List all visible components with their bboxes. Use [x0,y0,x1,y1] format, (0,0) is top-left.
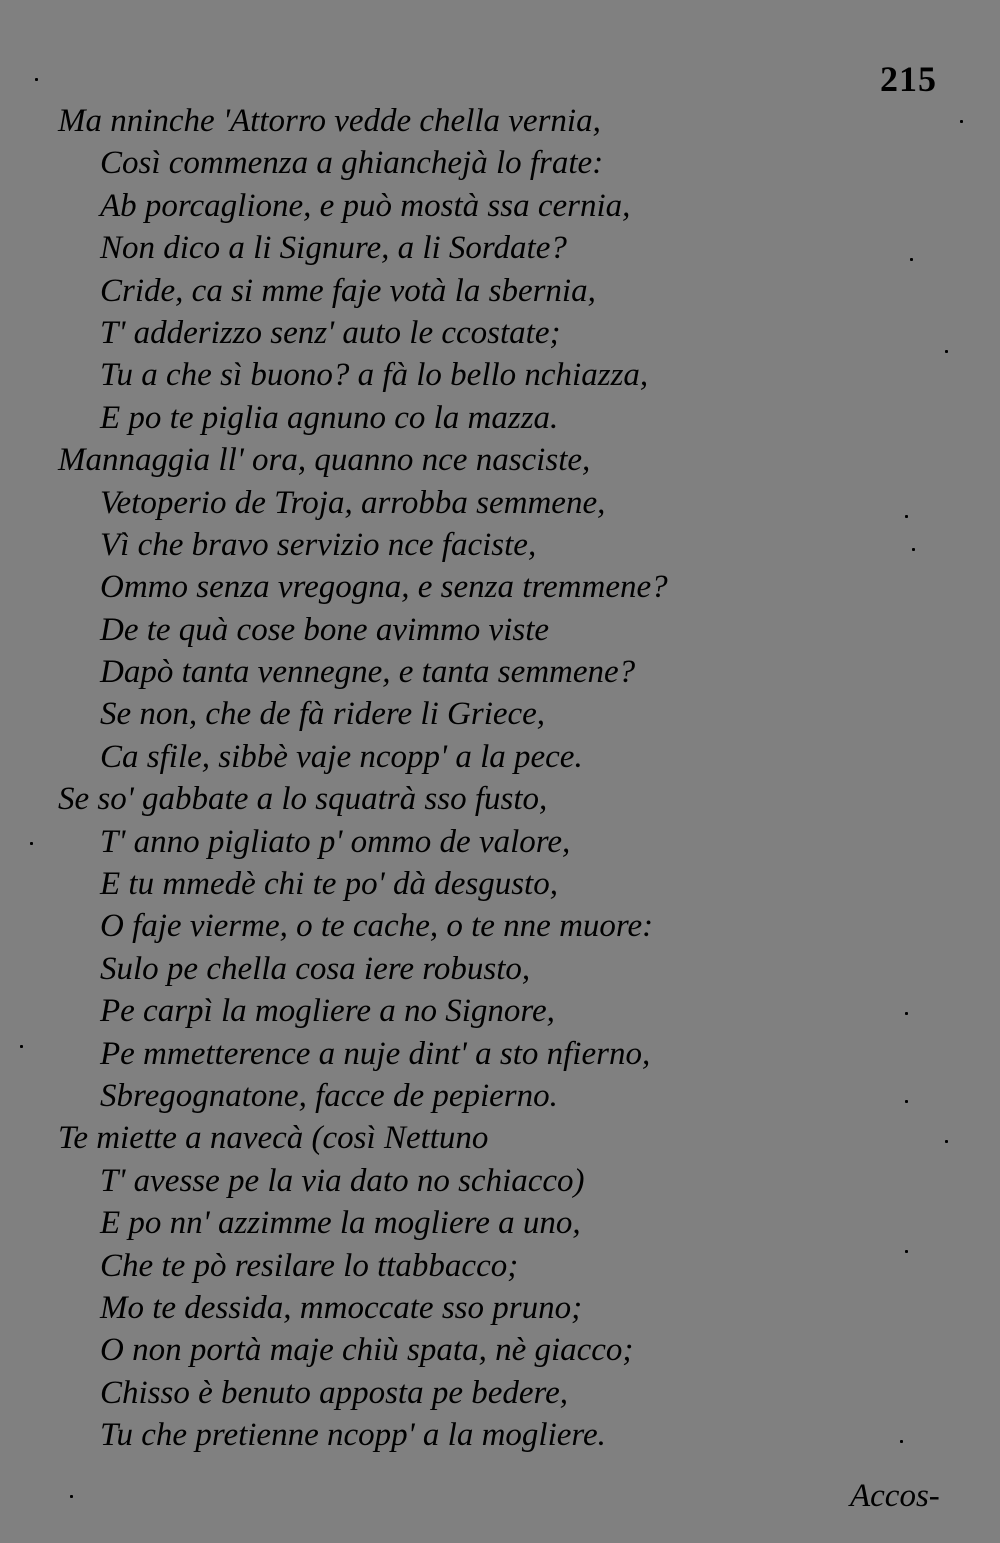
verse-line: De te quà cose bone avimmo viste [100,611,550,648]
verse-line: Sulo pe chella cosa iere robusto, [100,950,531,987]
verse-line: Pe carpì la mogliere a no Signore, [100,993,555,1030]
page-number: 215 [880,59,937,99]
verse-line: Tu a che sì buono? a fà lo bello nchiazza, [100,357,649,394]
scan-speck [905,1012,908,1015]
scan-speck [905,1250,908,1253]
scan-speck [905,1100,908,1103]
verse-line: Mo te dessida, mmoccate sso pruno; [100,1289,583,1326]
scan-speck [30,842,33,845]
verse-line: Mannaggia ll' ora, quanno nce nasciste, [58,442,591,479]
verse-line: O non portà maje chiù spata, nè giacco; [100,1332,634,1369]
stanza-3 [0,778,1000,1117]
scan-speck [910,258,913,261]
scan-speck [905,515,908,518]
verse-line: Non dico a li Signure, a li Sordate? [100,230,567,267]
verse-line: O faje vierme, o te cache, o te nne muore: [100,908,654,945]
scan-speck [912,548,915,551]
verse-line: T' anno pigliato p' ommo de valore, [100,823,571,860]
verse-line: Se so' gabbate a lo squatrà sso fusto, [58,781,548,818]
stanza-4 [0,1117,1000,1456]
scan-speck [35,78,38,81]
verse-line: Te miette a navecà (così Nettuno [58,1120,489,1157]
verse-line: Sbregognatone, facce de pepierno. [100,1077,558,1114]
verse-line: Chisso è benuto apposta pe bedere, [100,1374,569,1411]
verse-line: Cride, ca si mme faje votà la sbernia, [100,272,596,309]
scan-speck [900,1440,903,1443]
verse-line: T' adderizzo senz' auto le ccostate; [100,314,561,351]
verse-line: E po nn' azzimme la mogliere a uno, [100,1205,581,1242]
scan-speck [20,1045,23,1048]
stanza-1 [0,100,1000,439]
verse-line: Così commenza a ghianchejà lo frate: [100,145,604,182]
verse-line: Ma nninche 'Attorro vedde chella vernia, [58,103,601,139]
verse-line: Ab porcaglione, e può mostà ssa cernia, [100,187,631,224]
verse-line: Se non, che de fà ridere li Griece, [100,696,546,733]
verse-line: E tu mmedè chi te po' dà desgusto, [100,866,558,903]
scan-speck [960,120,963,123]
verse-line: Tu che pretienne ncopp' a la mogliere. [100,1417,606,1454]
scan-speck [945,350,948,353]
stanza-2 [0,439,1000,778]
verse-line: T' avesse pe la via dato no schiacco) [100,1162,585,1199]
scan-speck [70,1495,73,1498]
verse-line: Pe mmetterence a nuje dint' a sto nfierno, [100,1035,651,1072]
verse-line: E po te piglia agnuno co la mazza. [100,399,559,436]
verse-line: Ca sfile, sibbè vaje ncopp' a la pece. [100,738,583,775]
catchword: Accos- [850,1478,940,1514]
verse-line: Vetoperio de Troja, arrobba semmene, [100,484,606,521]
verse-line: Vì che bravo servizio nce faciste, [100,526,537,563]
verse-line: Che te pò resilare lo ttabbacco; [100,1247,519,1284]
verse-block [0,100,1000,1457]
scan-speck [945,1140,948,1143]
verse-line: Dapò tanta vennegne, e tanta semmene? [100,654,636,691]
verse-line: Ommo senza vregogna, e senza tremmene? [100,569,668,606]
